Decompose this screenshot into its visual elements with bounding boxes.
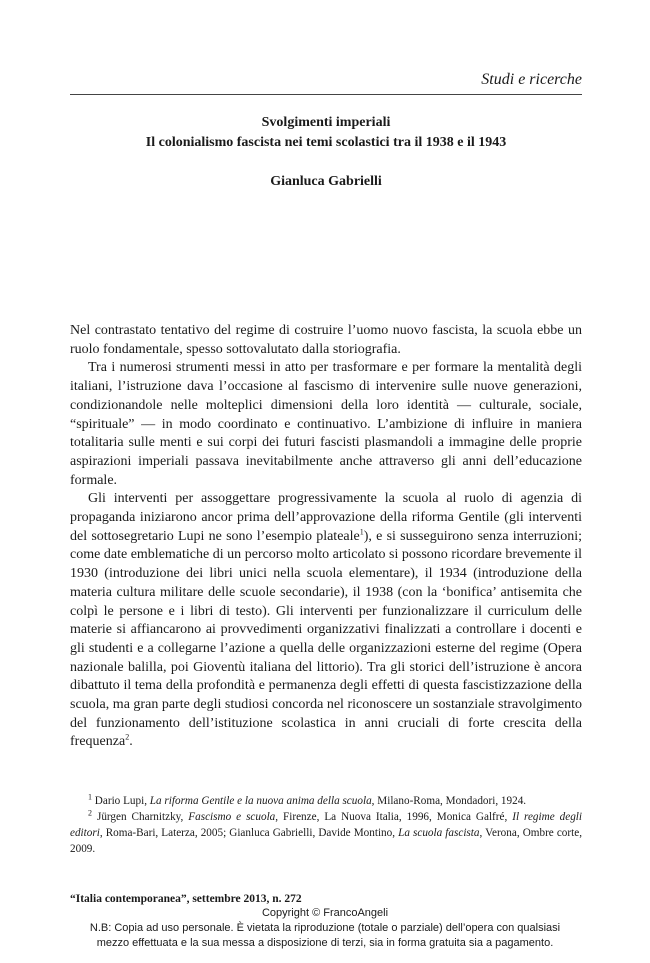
body-paragraph-3-part-c: . xyxy=(129,734,133,750)
body-paragraph-3-part-a: Gli interventi per assoggettare progressivamente la scuola al ruolo di agenzia di propaganda iniziarono ancor prima dell’approvazione della riforma Gentile (gli interventi del sottosegretario Lupi ne sono l’esempio plateale xyxy=(70,491,582,544)
footnote-ref-1: 1 xyxy=(359,527,364,537)
body-paragraph-2: Tra i numerosi strumenti messi in atto per trasformare e per formare la mentalità degli italiani, l’istruzione dava l’occasione al fascismo di intervenire sulle nuove generazioni, condizionandole nelle molteplici dimensioni della loro identità — culturale, sociale, “spirituale” — in modo coordinato e continuativo. L’ambizione di influire in maniera totalitaria sulle menti e sui corpi dei futuri fascisti plasmandoli a immagine delle proprie aspirazioni imperiali passava inevitabilmente anche attraverso gli anni dell’educazione formale. xyxy=(70,360,582,488)
footnote-2-text-a: Jürgen Charnitzky, xyxy=(92,811,189,823)
copyright-notice xyxy=(30,906,620,951)
article-body xyxy=(70,322,582,752)
journal-citation: “Italia contemporanea”, settembre 2013, n. 272 xyxy=(70,893,302,905)
article-title-line-1: Svolgimenti imperiali xyxy=(261,115,391,130)
footnote-2 xyxy=(70,809,582,857)
footnote-2-title-1: Fascismo e scuola xyxy=(188,811,276,823)
footnote-2-title-3: La scuola fascista xyxy=(398,827,480,839)
footnote-2-text-d: , Verona, Ombre corte, 2009. xyxy=(70,827,582,855)
article-author: Gianluca Gabrielli xyxy=(270,174,382,189)
footnote-2-title-2: Il regime degli editori xyxy=(70,811,583,839)
notice-line-1: N.B: Copia ad uso personale. È vietata la riproduzione (totale o parziale) dell’opera con qualsiasi xyxy=(89,922,561,934)
body-paragraph-3-part-b: ), e si susseguirono senza interruzioni; come date emblematiche di un percorso molto articolato si possono ricordare brevemente il 1930 (introduzione dei libri unici nella scuola elementare), il 1934 (introduzione della materia cultura militare delle scuole secondarie), il 1938 (con la ‘bonifica’ antisemita che colpì le persone e i libri di testo). Gli interventi per funzionalizzare il curriculum delle materie si affiancarono ai provvedimenti organizzativi finalizzati a controllare i docenti e gli studenti e a collegarne l’azione a quella delle organizzazioni esterne del regime (Opera nazionale balilla, poi Gioventù italiana del littorio). Tra gli storici dell’istruzione è ancora dibattuto il tema della profondità e permanenza degli effetti di questa fascistizzazione della scuola, ma gran parte degli studiosi concorda nel riconoscere un sostanziale stravolgimento del funzionamento dell’istituzione scolastica in anni cruciali di forte crescita della frequenza xyxy=(70,528,582,750)
section-label: Studi e ricerche xyxy=(481,71,582,88)
footnote-1-mark: 1 xyxy=(88,792,92,802)
footnote-2-mark: 2 xyxy=(88,808,92,818)
body-paragraph-3 xyxy=(70,490,582,752)
footnote-1-text-b: , Milano-Roma, Mondadori, 1924. xyxy=(371,795,527,807)
notice-line-2: mezzo effettuata e la sua messa a disposizione di terzi, sia in forma gratuita sia a pagamento. xyxy=(96,937,554,949)
article-title xyxy=(70,113,582,153)
footnote-1 xyxy=(70,793,582,809)
footnote-2-text-b: , Firenze, La Nuova Italia, 1996, Monica Galfré, xyxy=(275,811,513,823)
footnote-2-text-c: , Roma-Bari, Laterza, 2005; Gianluca Gabrielli, Davide Montino, xyxy=(99,827,399,839)
body-paragraph-1: Nel contrastato tentativo del regime di costruire l’uomo nuovo fascista, la scuola ebbe un ruolo fondamentale, spesso sottovalutato dalla storiografia. xyxy=(70,323,582,357)
footnote-1-title: La riforma Gentile e la nuova anima della scuola xyxy=(149,795,372,807)
footnote-ref-2: 2 xyxy=(125,732,130,742)
copyright-line: Copyright © FrancoAngeli xyxy=(261,907,389,919)
footnote-1-text-a: Dario Lupi, xyxy=(92,795,150,807)
section-rule xyxy=(70,94,582,95)
article-title-line-2: Il colonialismo fascista nei temi scolastici tra il 1938 e il 1943 xyxy=(145,135,507,150)
footnotes xyxy=(70,793,582,857)
